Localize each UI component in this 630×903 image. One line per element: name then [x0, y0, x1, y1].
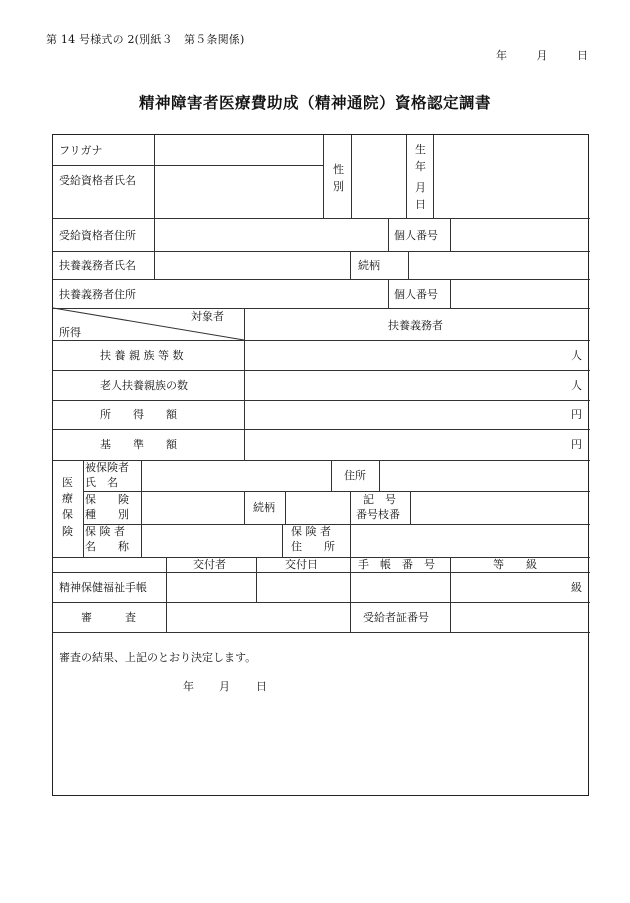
- insurance-label-2: 療: [62, 492, 73, 505]
- issue-date-header: 交付日: [285, 558, 318, 571]
- issuer-header: 交付者: [193, 558, 226, 571]
- insurance-label-4: 険: [62, 525, 73, 538]
- applicant-address-label: 受給資格者住所: [59, 229, 136, 242]
- insurance-label-3: 保: [62, 508, 73, 521]
- insurer-name-label-2: 名 称: [85, 540, 129, 553]
- symbol-label-1: 記 号: [363, 493, 396, 506]
- income-label: 所得: [59, 326, 81, 339]
- certificate-number-label: 受給者証番号: [363, 611, 429, 624]
- insured-label-2: 氏 名: [85, 476, 118, 489]
- symbol-label-2: 番号枝番: [356, 508, 400, 521]
- dependents-label: 扶 養 親 族 等 数: [100, 349, 184, 362]
- review-date-month: 月: [219, 680, 230, 693]
- target-label: 対象者: [191, 310, 224, 323]
- top-date: [496, 47, 588, 63]
- date-day: 日: [577, 49, 588, 62]
- dependents-unit: 人: [571, 349, 582, 362]
- page-title: 精神障害者医療費助成（精神通院）資格認定調書: [138, 94, 491, 112]
- birth-label-2: 年: [415, 160, 426, 173]
- date-month: 月: [536, 49, 548, 62]
- standard-amount-unit: 円: [571, 438, 582, 451]
- birth-label-3: 月: [415, 181, 426, 194]
- supporter-address-label: 扶養義務者住所: [59, 288, 136, 301]
- insurance-type-label-2: 種 別: [85, 508, 129, 521]
- review-result-text: 審査の結果、上記のとおり決定します。: [59, 651, 257, 664]
- review-label: 審 査: [81, 611, 136, 624]
- date-year: 年: [496, 49, 507, 62]
- form-number: 第 14 号様式の 2(別紙３ 第５条関係): [46, 33, 245, 46]
- supporter-personal-number-label: 個人番号: [394, 288, 438, 301]
- review-date-year: 年: [183, 680, 194, 693]
- insurance-label-1: 医: [62, 476, 73, 489]
- applicant-personal-number-label: 個人番号: [394, 229, 438, 242]
- insurance-relationship-label: 続柄: [253, 501, 275, 514]
- birth-label-1: 生: [415, 143, 426, 156]
- supporter-name-label: 扶養義務者氏名: [59, 259, 136, 272]
- elderly-dependents-unit: 人: [571, 379, 582, 392]
- sex-label-1: 性: [333, 163, 344, 176]
- form-table: [52, 134, 589, 796]
- insurer-address-label-2: 住 所: [291, 540, 335, 553]
- applicant-name-label: 受給資格者氏名: [59, 174, 136, 187]
- review-date-day: 日: [256, 680, 267, 693]
- furigana-label: フリガナ: [59, 144, 103, 157]
- birth-label-4: 日: [415, 198, 426, 211]
- insurance-address-label: 住所: [344, 469, 366, 482]
- standard-amount-label: 基 準 額: [100, 438, 177, 451]
- insurer-name-label-1: 保 険 者: [85, 525, 125, 538]
- handbook-number-header: 手 帳 番 号: [358, 558, 435, 571]
- supporter-relationship-label: 続柄: [358, 259, 380, 272]
- income-amount-unit: 円: [571, 408, 582, 421]
- insurance-type-label-1: 保 険: [85, 493, 129, 506]
- insurer-address-label-1: 保 険 者: [291, 525, 331, 538]
- handbook-label: 精神保健福祉手帳: [59, 581, 147, 594]
- supporter-column-header: 扶養義務者: [388, 319, 443, 332]
- grade-unit: 級: [571, 581, 582, 594]
- income-amount-label: 所 得 額: [100, 408, 177, 421]
- sex-label-2: 別: [333, 180, 344, 193]
- grade-header: 等 級: [493, 558, 537, 571]
- elderly-dependents-label: 老人扶養親族の数: [100, 379, 188, 392]
- insured-label-1: 被保険者: [85, 461, 129, 474]
